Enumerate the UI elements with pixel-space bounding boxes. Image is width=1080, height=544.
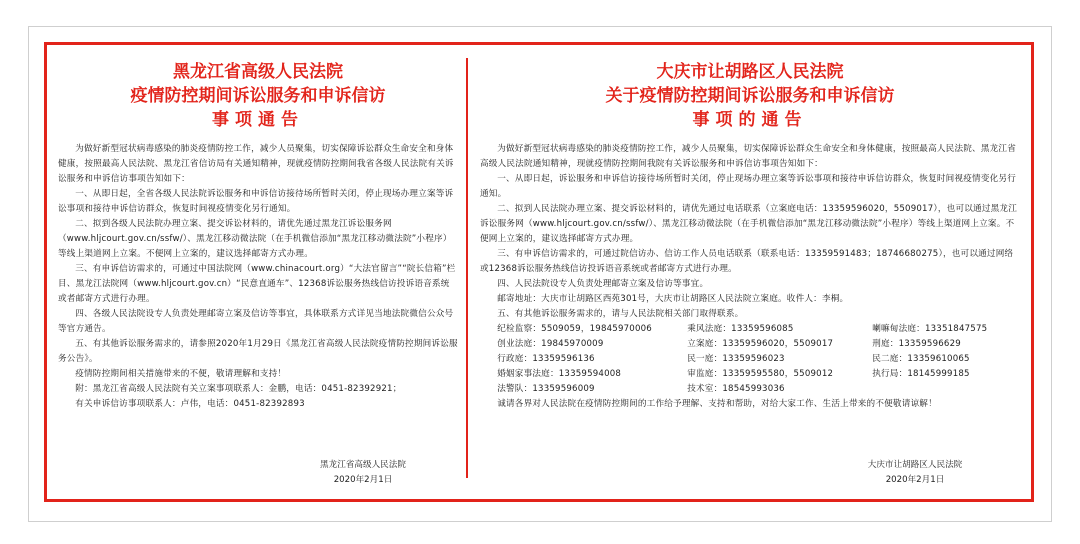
right-signature-date: 2020年2月1日: [885, 475, 945, 485]
left-title-line1: 黑龙江省高级人民法院: [173, 62, 343, 82]
left-title-line3: 事项通告: [212, 110, 304, 130]
right-signature: [840, 458, 990, 488]
contact-item: 民二庭：13359610065: [872, 354, 970, 364]
left-paragraph: 五、有其他诉讼服务需求的，请参照2020年1月29日《黑龙江省高级人民法院疫情防控期间诉讼服务公告》。: [58, 339, 458, 364]
contact-item: 行政庭：13359596136: [497, 354, 595, 364]
right-paragraph: 三、有申诉信访需求的，可通过院信访办、信访工作人员电话联系（联系电话：13359591483；18746680275），也可以通过网络或12368诉讼服务热线信访投诉语音系统或者邮寄方式进行办理。: [480, 249, 1014, 274]
right-signature-org: 大庆市让胡路区人民法院: [867, 460, 963, 470]
right-paragraph: 邮寄地址：大庆市让胡路区西苑301号，大庆市让胡路区人民法院立案庭。收件人：李桐。: [497, 294, 849, 304]
left-paragraph: 二、拟到各级人民法院办理立案、提交诉讼材料的，请优先通过黑龙江诉讼服务网（www.hljcourt.gov.cn/ssfw/）、黑龙江移动微法院（在手机微信添加“黑龙江移动微法院”小程序）等线上渠道网上立案。不便网上立案的，建议选择邮寄方式办理。: [58, 219, 452, 259]
contact-item: 执行局：18145999185: [872, 369, 970, 379]
column-divider: [466, 58, 468, 478]
left-notice: [58, 60, 458, 412]
left-signature-org: 黑龙江省高级人民法院: [320, 460, 406, 470]
right-title-line2: 关于疫情防控期间诉讼服务和申诉信访: [605, 86, 895, 106]
right-body: [480, 142, 1020, 412]
contact-item: 民一庭：13359596023: [687, 354, 785, 364]
left-paragraph: 一、从即日起，全省各级人民法院诉讼服务和申诉信访接待场所暂时关闭，停止现场办理立案等诉讼事项和接待申诉信访群众，恢复时间视疫情变化另行通知。: [58, 189, 454, 214]
contact-item: 纪检监察：5509059，19845970006: [497, 324, 652, 334]
left-paragraph: 疫情防控期间相关措施带来的不便，敬请理解和支持！: [75, 369, 287, 379]
left-body: [58, 142, 458, 412]
left-title-line2: 疫情防控期间诉讼服务和申诉信访: [130, 86, 386, 106]
contact-item: 法警队：13359596009: [497, 384, 595, 394]
left-signature-date: 2020年2月1日: [333, 475, 393, 485]
right-closing: 诚请各界对人民法院在疫情防控期间的工作给予理解、支持和帮助，对给大家工作、生活上带来的不便敬请谅解！: [497, 399, 937, 409]
right-paragraph: 二、拟到人民法院办理立案、提交诉讼材料的，请优先通过电话联系（立案庭电话：13359596020，5509017），也可以通过黑龙江诉讼服务网（www.hljcourt.gov.cn/ssfw/）、黑龙江移动微法院（在手机微信添加“黑龙江移动微法院”小程序）等线上渠道网上立案。不便网上立案的，建议选择邮寄方式办理。: [480, 204, 1018, 244]
contact-item: 喇嘛甸法庭：13351847575: [872, 324, 988, 334]
left-paragraph: 为做好新型冠状病毒感染的肺炎疫情防控工作，减少人员聚集，切实保障诉讼群众生命安全和身体健康，按照最高人民法院、黑龙江省信访局有关通知精神，现就疫情防控期间我省各级人民法院有关诉讼服务和申诉信访事项告知如下：: [58, 144, 454, 184]
left-paragraph: 四、各级人民法院设专人负责处理邮寄立案及信访等事宜，具体联系方式详见当地法院微信公众号等官方通告。: [58, 309, 454, 334]
right-paragraph: 一、从即日起，诉讼服务和申诉信访接待场所暂时关闭，停止现场办理立案等诉讼事项和接待申诉信访群众，恢复时间视疫情变化另行通知。: [480, 174, 1017, 199]
contact-item: 技术室：18545993036: [687, 384, 785, 394]
right-paragraph: 四、人民法院设专人负责处理邮寄立案及信访等事宜。: [497, 279, 709, 289]
contact-item: 审监庭：13359595580，5509012: [687, 369, 834, 379]
right-title-line3: 事项的通告: [692, 110, 808, 130]
contact-item: 刑庭：13359596629: [872, 339, 961, 349]
right-paragraph: 五、有其他诉讼服务需求的，请与人民法院相关部门取得联系。: [497, 309, 744, 319]
right-paragraph: 为做好新型冠状病毒感染的肺炎疫情防控工作，减少人员聚集，切实保障诉讼群众生命安全和身体健康，按照最高人民法院、黑龙江省高级人民法院通知精神，现就疫情防控期间我院有关诉讼服务和申诉信访事项告知如下：: [480, 144, 1017, 169]
left-paragraph: 三、有申诉信访需求的，可通过中国法院网（www.chinacourt.org）“大法官留言”“院长信箱”栏目、黑龙江法院网（www.hljcourt.gov.cn）“民意直通车”、12368诉讼服务热线信访投诉语音系统或者邮寄方式进行办理。: [58, 264, 456, 304]
contact-grid: [480, 322, 1020, 397]
left-paragraph: 有关申诉信访事项联系人：卢伟，电话：0451-82392893: [75, 399, 305, 409]
contact-item: 乘风法庭：13359596085: [687, 324, 794, 334]
left-paragraph: 附：黑龙江省高级人民法院有关立案事项联系人：金鹏，电话：0451-82392921；: [75, 384, 402, 394]
left-signature: [288, 458, 438, 488]
right-notice: [480, 60, 1020, 412]
contact-item: 婚姻家事法庭：13359594008: [497, 369, 622, 379]
right-title-line1: 大庆市让胡路区人民法院: [656, 62, 844, 82]
contact-item: 创业法庭：19845970009: [497, 339, 604, 349]
contact-item: 立案庭：13359596020，5509017: [687, 339, 834, 349]
